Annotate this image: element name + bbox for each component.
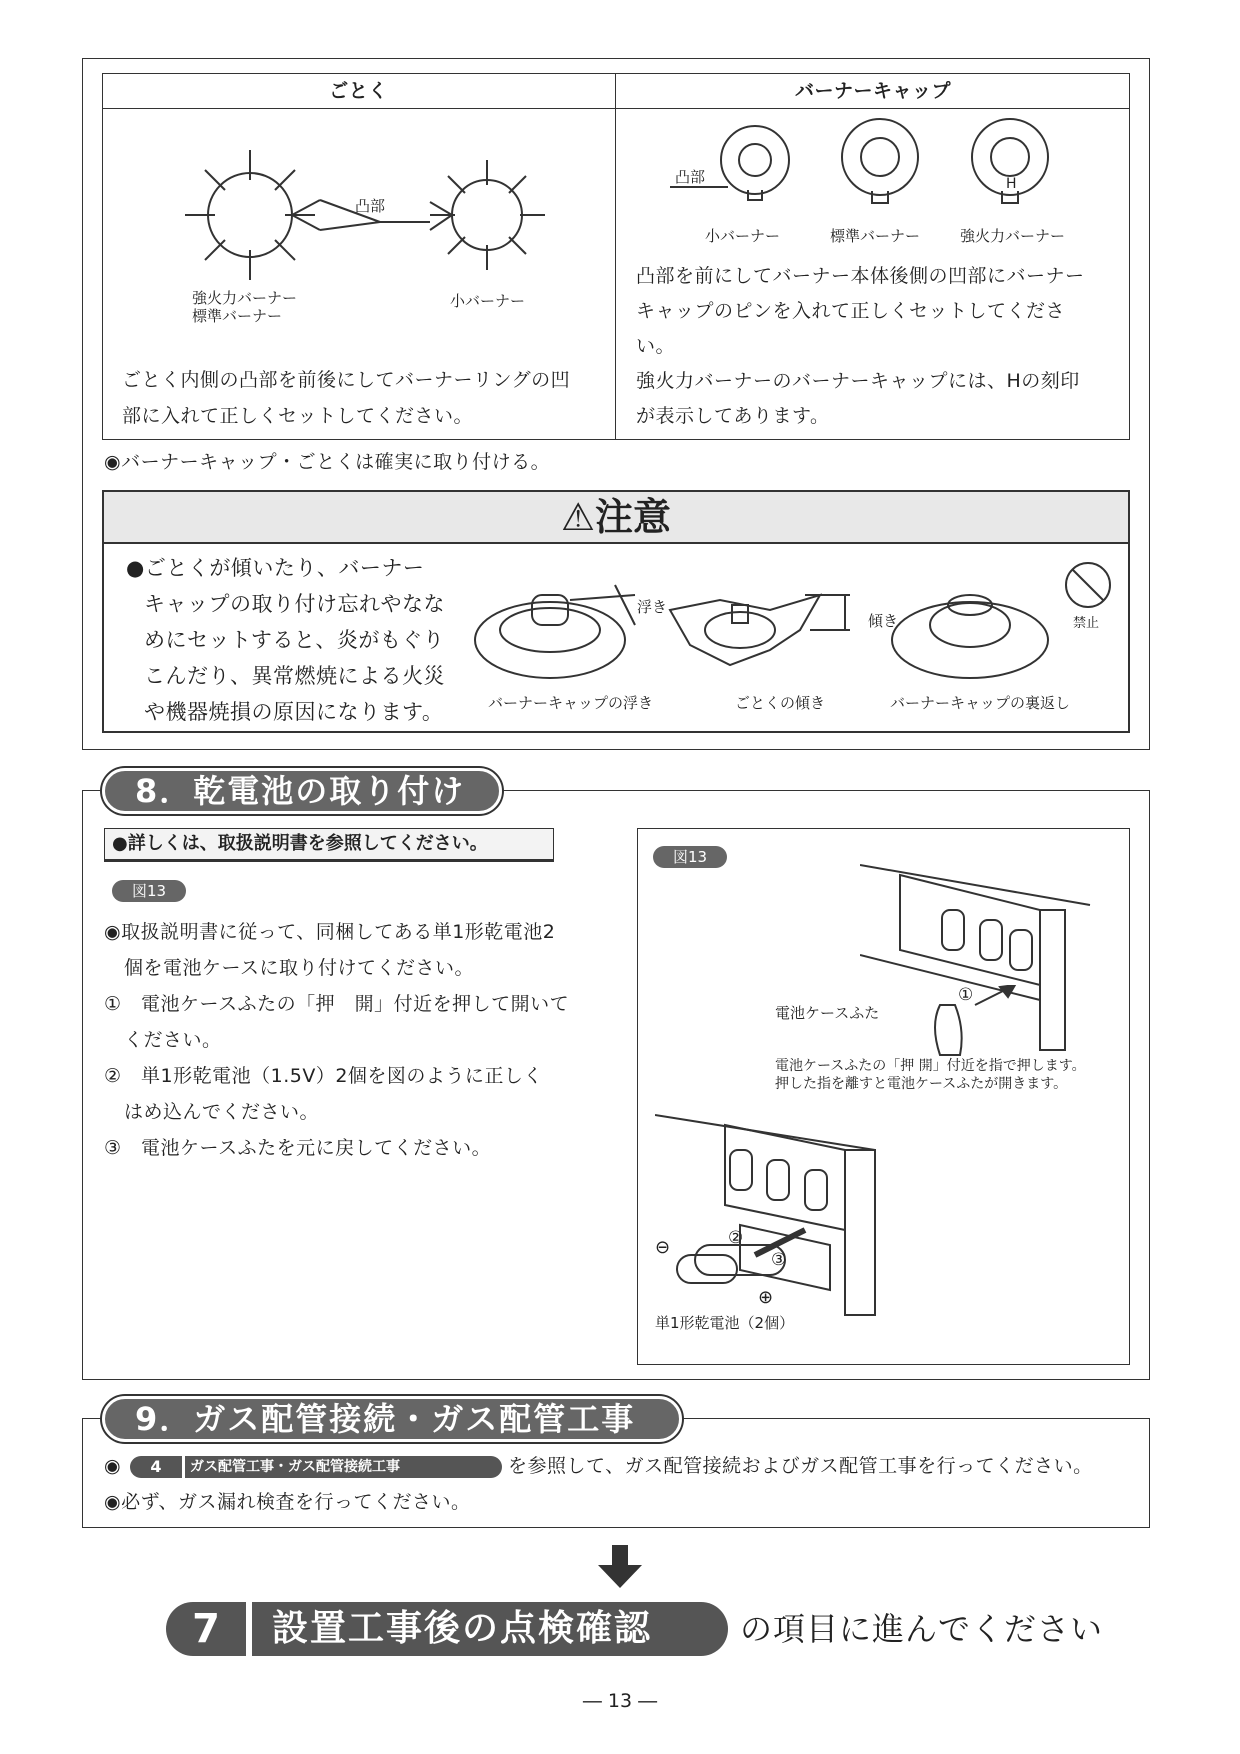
fig13-battery-label: 単1形乾電池（2個） [655,1314,795,1332]
burner-cap-diagram [670,115,1090,215]
fig13-ref: 図13 [653,846,727,868]
section8-line-6: はめ込んでください。 [124,1101,320,1123]
gotoku-text-2: 部に入れて正しくセットしてください。 [122,405,474,427]
section9-line-1-rest: を参照して、ガス配管接続およびガス配管工事を行ってください。 [508,1455,1093,1477]
fig2-caption: ごとくの傾き [735,694,826,712]
section8-info: ●詳しくは、取扱説明書を参照してください。 [112,833,488,854]
section9-ref-label: ガス配管工事・ガス配管接続工事 [190,1459,400,1475]
cap-small-label: 小バーナー [705,227,781,245]
fig13-step1: ① [958,985,974,1005]
next-suffix: の項目に進んでください [740,1610,1104,1648]
fig1-label: 浮き [637,598,668,616]
gotoku-big-label-1: 強火力バーナー [192,289,298,307]
gotoku-text-1: ごとく内側の凸部を前後にしてバーナーリングの凹 [122,369,571,391]
fig13-minus: ⊖ [655,1237,671,1258]
cap-text-4: 強火力バーナーのバーナーキャップには、Hの刻印 [636,370,1080,392]
caution-text-5: や機器焼損の原因になります。 [144,700,444,724]
section9-title: 9．ガス配管接続・ガス配管工事 [102,1396,682,1442]
section9-ref-num: 4 [150,1457,162,1476]
next-divider [246,1602,252,1656]
cap-text-2: キャップのピンを入れて正しくセットしてくださ [636,300,1066,322]
section9-ref-divider [182,1456,185,1478]
section9-line-2: ◉必ず、ガス漏れ検査を行ってください。 [104,1491,471,1513]
next-label: 設置工事後の点検確認 [272,1608,653,1649]
fig2-label: 傾き [868,612,899,630]
section8-line-7: ③ 電池ケースふたを元に戻してください。 [104,1137,492,1159]
cap-standard-label: 標準バーナー [830,227,921,245]
caution-title: ⚠注意 [560,495,672,539]
cap-text-5: が表示してあります。 [636,405,830,427]
col2-header: バーナーキャップ [794,80,951,102]
section8-title: 8．乾電池の取り付け [102,768,502,814]
caution-figures [470,555,1130,690]
fig13-plus: ⊕ [758,1287,774,1308]
fig13-step2: ② [728,1228,744,1248]
gotoku-convex-label: 凸部 [355,197,386,215]
fig13-cover-label: 電池ケースふた [775,1004,880,1022]
gotoku-small-label: 小バーナー [450,292,526,310]
fig13-bottom-illustration [655,1105,905,1320]
table-col-divider [615,73,616,440]
next-num: 7 [192,1606,220,1652]
fig1-caption: バーナーキャップの浮き [488,694,654,712]
section8-line-4: ください。 [124,1029,222,1051]
cap-strong-label: 強火力バーナー [960,227,1066,245]
cap-text-3: い。 [636,335,676,357]
caution-text-4: こんだり、異常燃焼による火災 [144,664,445,688]
section9-bullet: ◉ [104,1455,122,1477]
down-arrow-icon [598,1545,642,1590]
fig13-step3: ③ [771,1250,787,1270]
section8-line-2: 個を電池ケースに取り付けてください。 [124,957,475,979]
caution-text-1: ●ごとくが傾いたり、バーナー [126,556,425,580]
fig13-desc-2: 押した指を離すと電池ケースふたが開きます。 [775,1076,1068,1092]
fig3-caption: バーナーキャップの裏返し [890,694,1071,712]
section8-line-1: ◉取扱説明書に従って、同梱してある単1形乾電池2 [104,921,556,943]
caution-text-3: めにセットすると、炎がもぐり [144,628,445,652]
cap-note: ◉バーナーキャップ・ごとくは確実に取り付ける。 [104,451,551,473]
section8-fig-ref: 図13 [112,880,186,902]
cap-text-1: 凸部を前にしてバーナー本体後側の凹部にバーナー [636,265,1085,287]
cap-convex-label: 凸部 [675,168,706,186]
section8-line-5: ② 単1形乾電池（1.5V）2個を図のように正しく [104,1065,543,1087]
fig13-desc-1: 電池ケースふたの「押 開」付近を指で押します。 [775,1058,1086,1074]
cap-h-mark: H [1006,176,1017,192]
col1-header: ごとく [329,80,388,102]
prohibit-label: 禁止 [1073,616,1100,631]
gotoku-big-label-2: 標準バーナー [192,307,283,325]
caution-text-2: キャップの取り付け忘れやなな [144,592,445,616]
section8-line-3: ① 電池ケースふたの「押 開」付近を押して開いて [104,993,570,1015]
page-number: ― 13 ― [582,1690,658,1712]
